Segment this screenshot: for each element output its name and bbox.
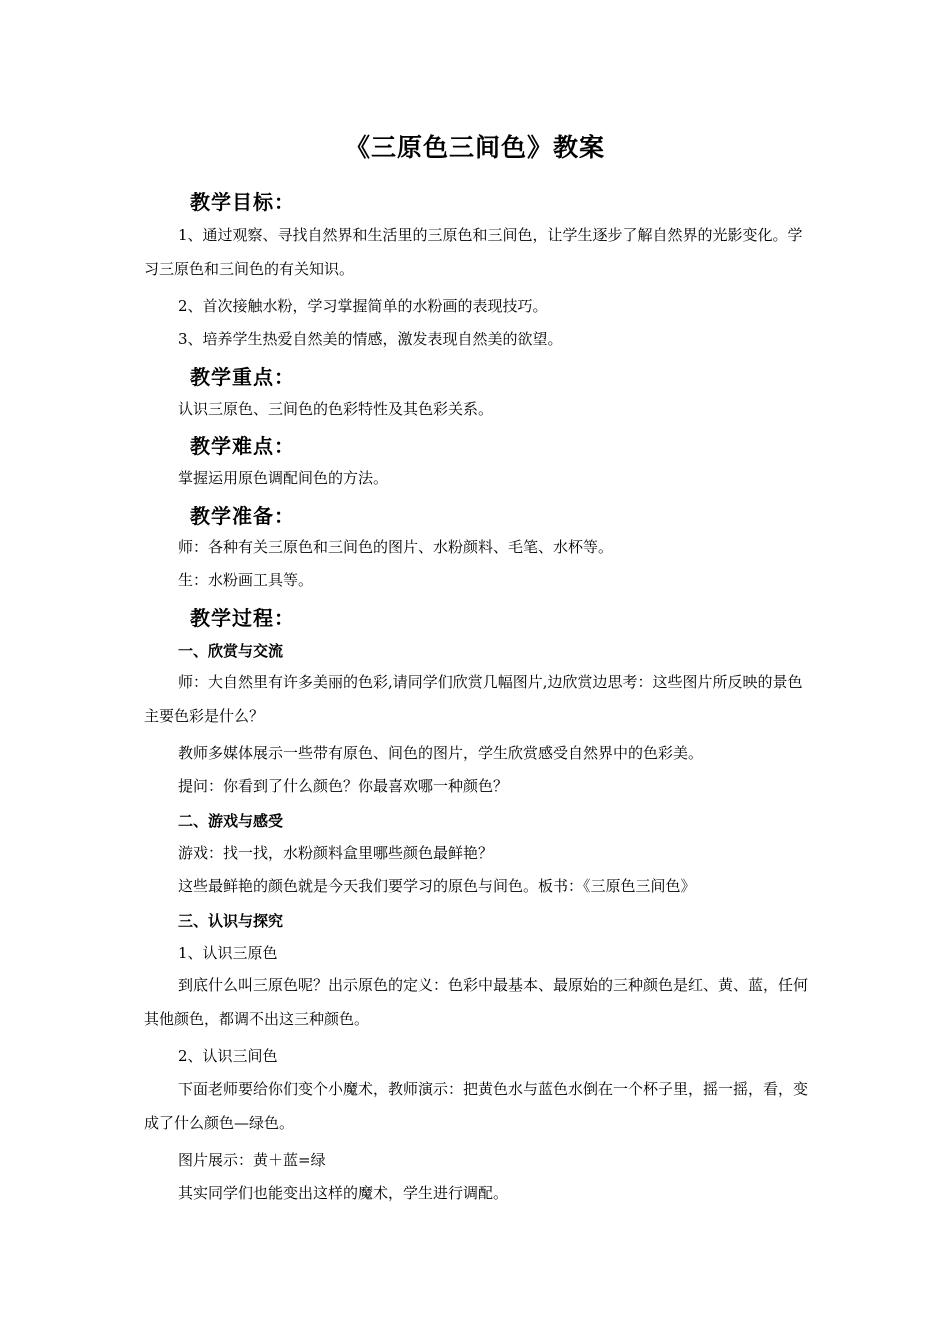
heading-difficulty: 教学难点： [190, 434, 295, 458]
part1-p2: 教师多媒体展示一些带有原色、间色的图片，学生欣赏感受自然界中的色彩美。 [178, 744, 704, 762]
prep-teacher: 师：各种有关三原色和三间色的图片、水粉颜料、毛笔、水杯等。 [178, 538, 614, 556]
difficulty-text: 掌握运用原色调配间色的方法。 [178, 469, 389, 487]
part1-title: 一、欣赏与交流 [178, 642, 284, 660]
heading-process: 教学过程： [190, 606, 295, 630]
prep-student: 生：水粉画工具等。 [178, 571, 314, 589]
document-title: 《三原色三间色》教案 [344, 133, 605, 162]
heading-goals: 教学目标： [190, 190, 295, 214]
part3-s1: 1、认识三原色 [178, 944, 278, 962]
goal-item-2: 2、首次接触水粉，学习掌握简单的水粉画的表现技巧。 [178, 297, 548, 315]
part2-p1: 游戏：找一找，水粉颜料盒里哪些颜色最鲜艳？ [178, 844, 494, 862]
goal-item-1: 1、通过观察、寻找自然界和生活里的三原色和三间色，让学生逐步了解自然界的光影变化。学习三原色和三间色的有关知识。 [144, 226, 803, 278]
part1-p1: 师：大自然里有许多美丽的色彩,请同学们欣赏几幅图片,边欣赏边思考：这些图片所反映的景色主要色彩是什么？ [144, 673, 803, 725]
part3-p2: 下面老师要给你们变个小魔术，教师演示：把黄色水与蓝色水倒在一个杯子里，摇一摇，看，变成了什么颜色—绿色。 [144, 1080, 809, 1132]
part3-p3: 图片展示：黄＋蓝=绿 [178, 1151, 326, 1169]
goal-item-3: 3、培养学生热爱自然美的情感，激发表现自然美的欲望。 [178, 330, 563, 348]
part1-p3: 提问：你看到了什么颜色？你最喜欢哪一种颜色？ [178, 777, 509, 795]
part2-title: 二、游戏与感受 [178, 812, 284, 830]
part3-title: 三、认识与探究 [178, 912, 284, 930]
part2-p2: 这些最鲜艳的颜色就是今天我们要学习的原色与间色。板书：《三原色三间色》 [178, 877, 696, 895]
key-text: 认识三原色、三间色的色彩特性及其色彩关系。 [178, 400, 494, 418]
heading-key: 教学重点： [190, 365, 295, 389]
part3-p1: 到底什么叫三原色呢？出示原色的定义：色彩中最基本、最原始的三种颜色是红、黄、蓝，任何其他颜色，都调不出这三种颜色。 [144, 976, 809, 1028]
heading-prep: 教学准备： [190, 504, 295, 528]
part3-p4: 其实同学们也能变出这样的魔术，学生进行调配。 [178, 1184, 509, 1202]
part3-s2: 2、认识三间色 [178, 1047, 278, 1065]
